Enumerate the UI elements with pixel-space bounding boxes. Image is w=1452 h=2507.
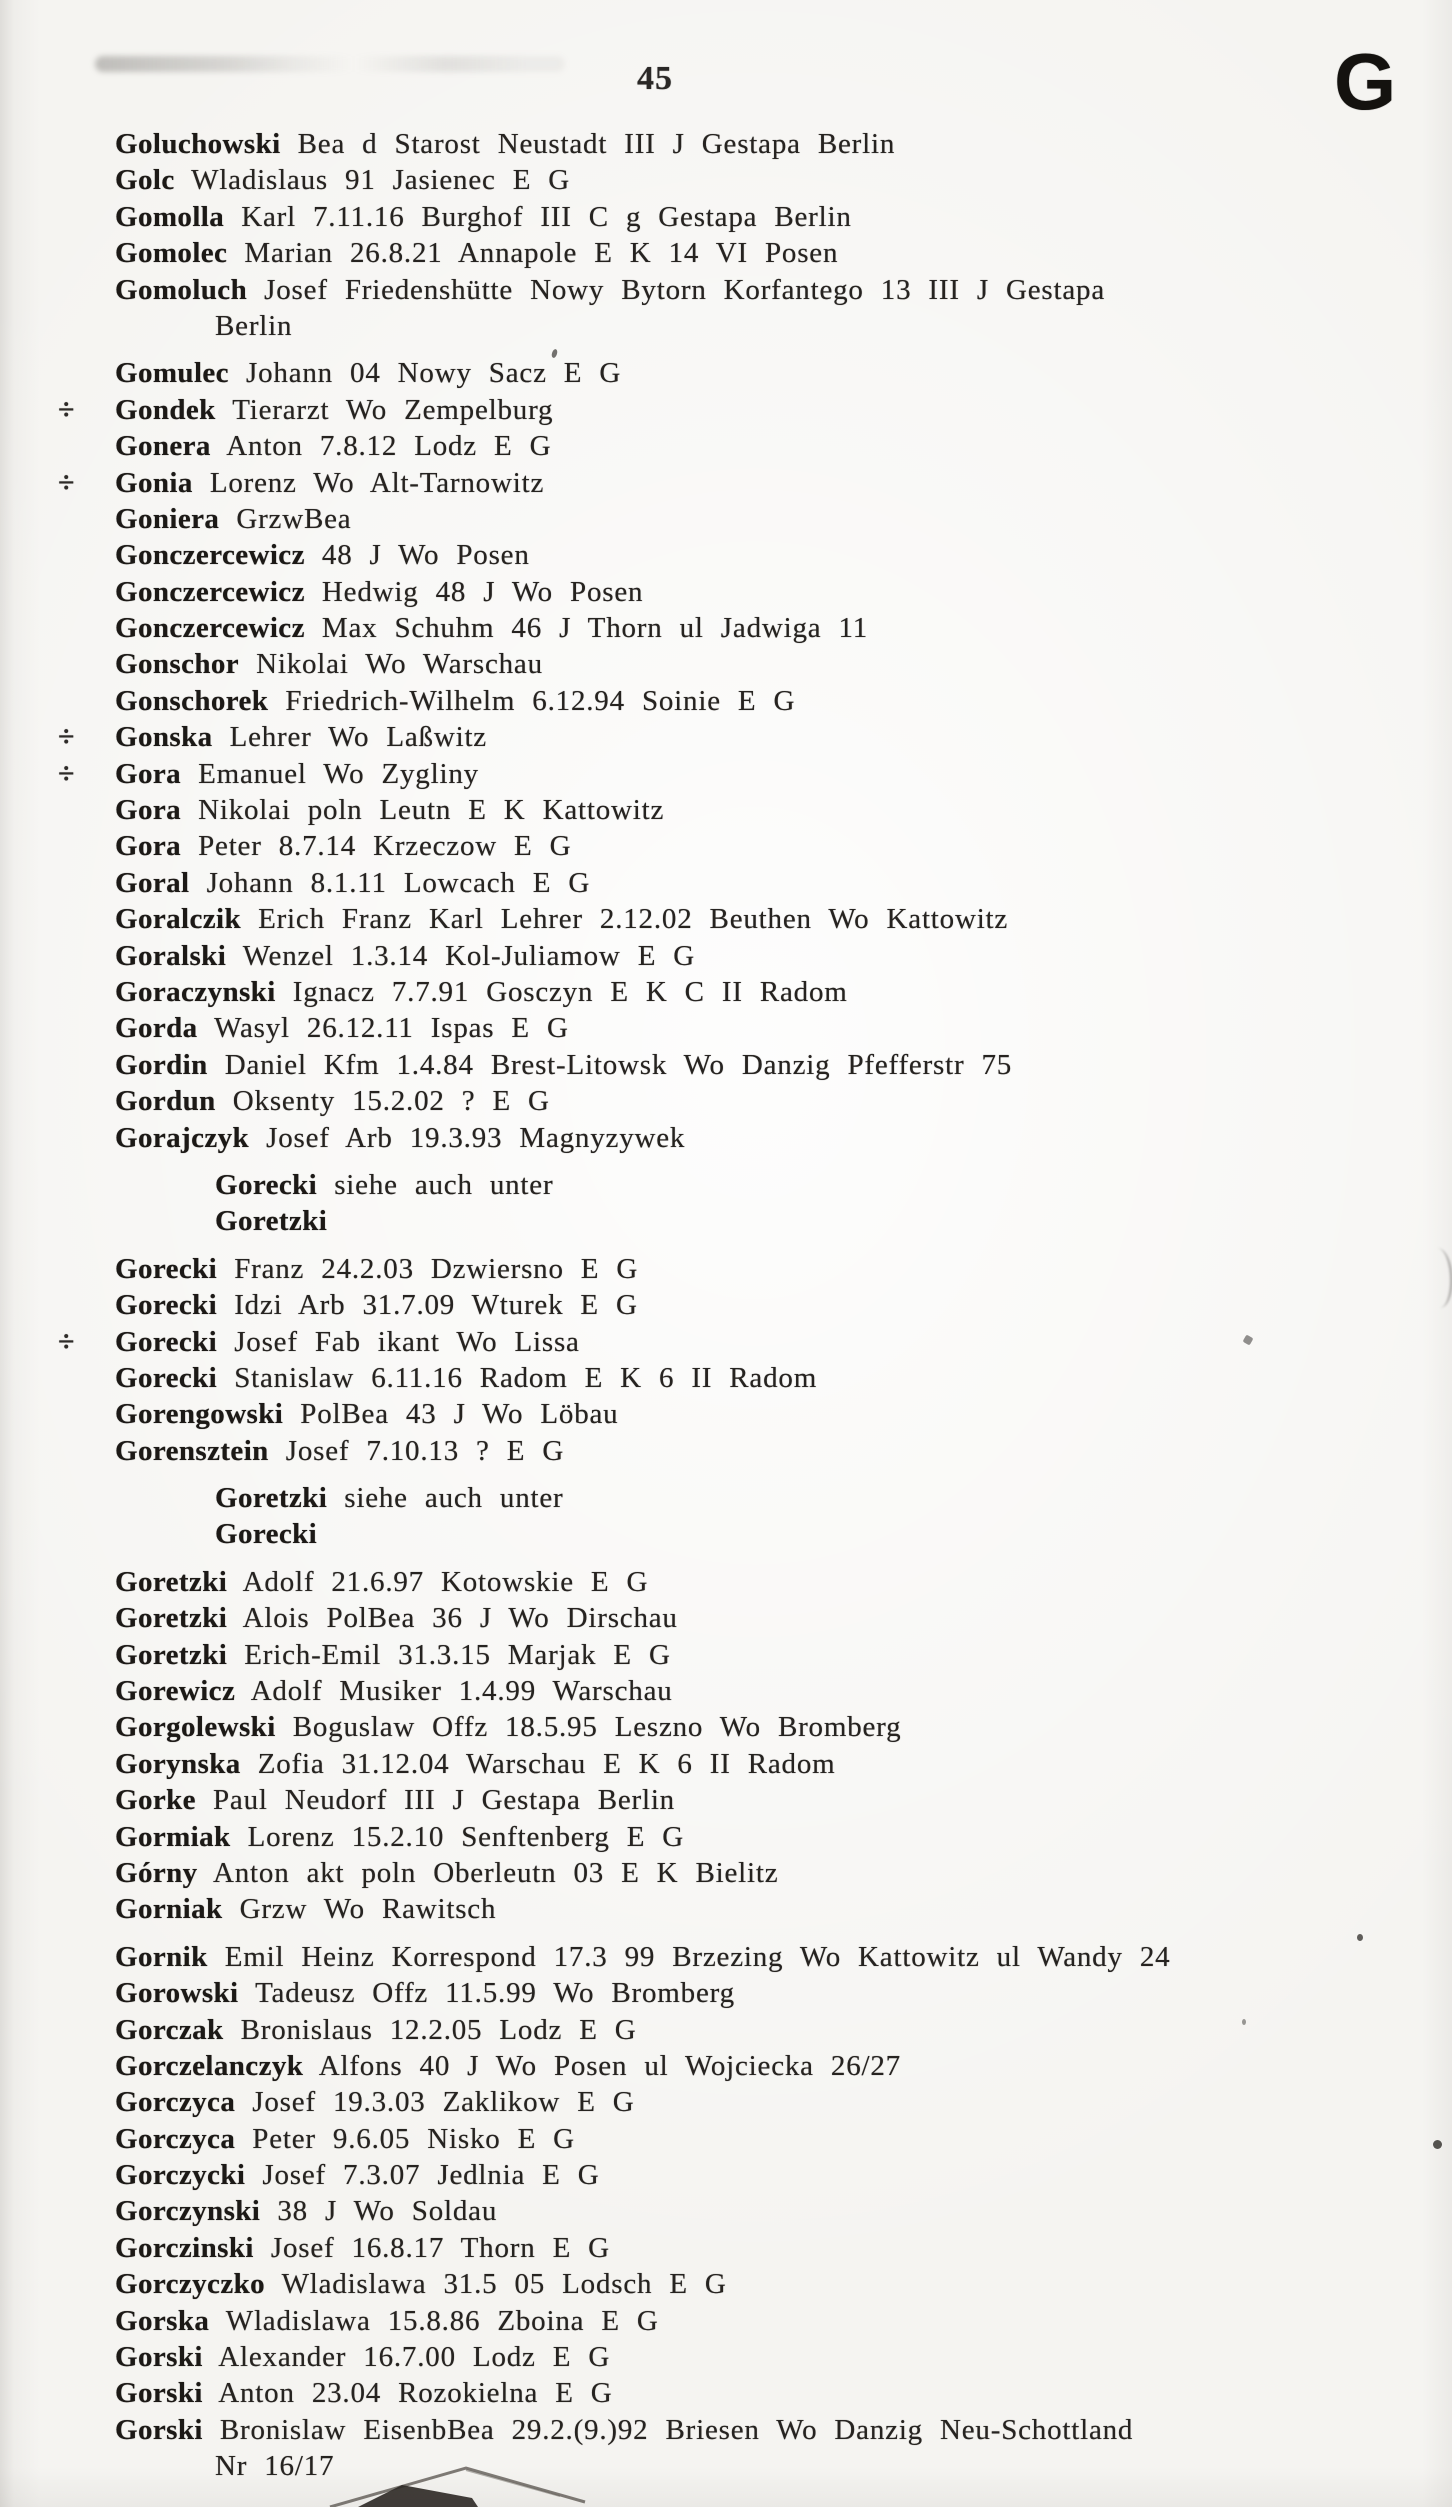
- entry-surname: Górny: [115, 1856, 198, 1889]
- entry-surname: Gorynska: [115, 1747, 241, 1780]
- entry-surname: Goretzki: [115, 1565, 228, 1598]
- entry-text: Emanuel Wo Zygliny: [198, 757, 479, 790]
- entry-surname: Gorczinski: [115, 2231, 254, 2264]
- entry-surname: Goniera: [115, 502, 220, 535]
- entry-surname: Gorda: [115, 1012, 198, 1045]
- entry-surname: Gomolla: [115, 200, 225, 233]
- entry-surname: Gorke: [115, 1784, 196, 1817]
- entry-text: Josef Fab ikant Wo Lissa: [234, 1325, 580, 1358]
- entry-text: Bronislaus 12.2.05 Lodz E G: [240, 2013, 637, 2046]
- entry-surname: Gorajczyk: [115, 1121, 250, 1154]
- page-number: 45: [637, 60, 673, 97]
- entry-surname: Gornik: [115, 1940, 208, 1973]
- entry-surname: Gonera: [115, 430, 211, 463]
- entry-text: Peter 8.7.14 Krzeczow E G: [198, 830, 572, 863]
- entry-text: Josef 19.3.03 Zaklikow E G: [252, 2086, 635, 2119]
- entry-text: Grzw Wo Rawitsch: [239, 1893, 497, 1926]
- entry-surname: Gorczyca: [115, 2086, 236, 2119]
- entry-surname: Gorczycki: [115, 2159, 246, 2192]
- entry-text: Ignacz 7.7.91 Gosczyn E K C II Radom: [292, 975, 848, 1008]
- entry-surname: Gorczak: [115, 2013, 224, 2046]
- margin-cross-mark-icon: ÷: [58, 756, 75, 790]
- entry-text: Alois PolBea 36 J Wo Dirschau: [242, 1602, 678, 1635]
- margin-cross-mark-icon: ÷: [58, 1324, 75, 1358]
- entry-text: GrzwBea: [236, 502, 352, 535]
- entry-text: Josef Friedenshütte Nowy Bytorn Korfantego 13 III J Gestapa: [264, 273, 1105, 306]
- entry-text: Boguslaw Offz 18.5.95 Leszno Wo Bromberg: [292, 1711, 902, 1744]
- entry-surname: Goretzki: [215, 1205, 328, 1238]
- entry-text: Zofia 31.12.04 Warschau E K 6 II Radom: [257, 1747, 836, 1780]
- entry-text: Johann 8.1.11 Lowcach E G: [206, 866, 591, 899]
- section-letter-tab: G: [1334, 37, 1397, 126]
- entry-surname: Gondek: [115, 393, 216, 426]
- entry-text: Josef Arb 19.3.93 Magnyzywek: [266, 1121, 686, 1154]
- entry-surname: Golc: [115, 164, 175, 197]
- entry-surname: Gora: [115, 794, 182, 827]
- entry-text: Anton 7.8.12 Lodz E G: [226, 430, 552, 463]
- entry-surname: Goral: [115, 866, 190, 899]
- entry-text: Anton 23.04 Rozokielna E G: [218, 2377, 613, 2410]
- entry-surname: Gonczercewicz: [115, 612, 305, 645]
- entry-surname: Gorczelanczyk: [115, 2049, 304, 2082]
- entry-text: Lehrer Wo Laßwitz: [229, 721, 487, 754]
- entry-surname: Gonczercewicz: [115, 539, 305, 572]
- entry-surname: Gorensztein: [115, 1434, 269, 1467]
- entry-text: Nikolai poln Leutn E K Kattowitz: [198, 794, 665, 827]
- entry-surname: Gorewicz: [115, 1675, 236, 1708]
- entry-text: siehe auch unter: [344, 1482, 564, 1515]
- entry-text: Wladislaus 91 Jasienec E G: [191, 164, 571, 197]
- entry-surname: Goralski: [115, 939, 227, 972]
- entry-surname: Gorecki: [215, 1168, 318, 1201]
- entry-text: 48 J Wo Posen: [321, 539, 530, 572]
- margin-cross-mark-icon: ÷: [58, 392, 75, 426]
- entry-text: Wasyl 26.12.11 Ispas E G: [214, 1012, 569, 1045]
- entry-text: Adolf Musiker 1.4.99 Warschau: [250, 1675, 673, 1708]
- entry-text: Lorenz 15.2.10 Senftenberg E G: [247, 1820, 685, 1853]
- entry-surname: Gomolec: [115, 237, 228, 270]
- entry-surname: Gora: [115, 830, 182, 863]
- entry-text: Alexander 16.7.00 Lodz E G: [218, 2341, 611, 2374]
- entry-surname: Goretzki: [115, 1638, 228, 1671]
- entry-text: Idzi Arb 31.7.09 Wturek E G: [234, 1289, 638, 1322]
- entry-surname: Gorecki: [115, 1289, 218, 1322]
- entry-surname: Gomoluch: [115, 273, 248, 306]
- entry-surname: Goretzki: [115, 1602, 228, 1635]
- entry-text: siehe auch unter: [334, 1168, 554, 1201]
- entry-text: Erich Franz Karl Lehrer 2.12.02 Beuthen Wo Kattowitz: [258, 903, 1009, 936]
- entry-text: Marian 26.8.21 Annapole E K 14 VI Posen: [244, 237, 839, 270]
- entry-text: Tierarzt Wo Zempelburg: [232, 393, 554, 426]
- entry-text: Franz 24.2.03 Dzwiersno E G: [234, 1252, 639, 1285]
- entry-surname: Gorczyczko: [115, 2268, 266, 2301]
- entry-surname: Gordun: [115, 1085, 216, 1118]
- entry-surname: Goraczynski: [115, 975, 276, 1008]
- entry-text: Nr 16/17: [215, 2450, 335, 2483]
- entry-surname: Gonska: [115, 721, 213, 754]
- entry-surname: Gorecki: [115, 1325, 218, 1358]
- entry-surname: Gonschor: [115, 648, 240, 681]
- entry-text: Wenzel 1.3.14 Kol-Juliamow E G: [242, 939, 696, 972]
- entry-surname: Gora: [115, 757, 182, 790]
- entry-text: Johann 04 Nowy Sacz E G: [246, 357, 622, 390]
- entry-text: Tadeusz Offz 11.5.99 Wo Bromberg: [255, 1977, 735, 2010]
- entry-text: Anton akt poln Oberleutn 03 E K Bielitz: [213, 1856, 779, 1889]
- entry-text: Friedrich-Wilhelm 6.12.94 Soinie E G: [285, 684, 796, 717]
- entry-surname: Gorniak: [115, 1893, 223, 1926]
- margin-cross-mark-icon: ÷: [58, 720, 75, 754]
- entry-text: Alfons 40 J Wo Posen ul Wojciecka 26/27: [318, 2049, 901, 2082]
- entry-text: Adolf 21.6.97 Kotowskie E G: [242, 1565, 649, 1598]
- entry-text: Lorenz Wo Alt-Tarnowitz: [209, 466, 545, 499]
- entry-text: Bea d Starost Neustadt III J Gestapa Berlin: [297, 128, 896, 160]
- entry-surname: Gorecki: [115, 1361, 218, 1394]
- entry-surname: Gormiak: [115, 1820, 231, 1853]
- entry-surname: Gorski: [115, 2413, 203, 2446]
- entry-surname: Gorecki: [215, 1518, 318, 1551]
- entry-text: PolBea 43 J Wo Löbau: [300, 1398, 619, 1431]
- entry-surname: Gorecki: [115, 1252, 218, 1285]
- entry-text: Wladislawa 15.8.86 Zboina E G: [225, 2304, 659, 2337]
- entry-text: Stanislaw 6.11.16 Radom E K 6 II Radom: [234, 1361, 818, 1394]
- entry-text: Josef 7.10.13 ? E G: [285, 1434, 565, 1467]
- entry-surname: Gorczyca: [115, 2122, 236, 2155]
- entry-surname: Gomulec: [115, 357, 229, 390]
- entry-text: Max Schuhm 46 J Thorn ul Jadwiga 11: [321, 612, 869, 645]
- entry-text: Daniel Kfm 1.4.84 Brest-Litowsk Wo Danzig Pfefferstr 75: [224, 1048, 1013, 1081]
- entry-text: Josef 16.8.17 Thorn E G: [270, 2231, 610, 2264]
- entry-text: Wladislawa 31.5 05 Lodsch E G: [281, 2268, 727, 2301]
- entry-text: 38 J Wo Soldau: [277, 2195, 498, 2228]
- entry-text: Paul Neudorf III J Gestapa Berlin: [213, 1784, 675, 1817]
- entry-surname: Gordin: [115, 1048, 208, 1081]
- margin-cross-mark-icon: ÷: [58, 465, 75, 499]
- entry-text: Erich-Emil 31.3.15 Marjak E G: [244, 1638, 671, 1671]
- entry-surname: Gorska: [115, 2304, 210, 2337]
- entry-surname: Goralczik: [115, 903, 242, 936]
- entry-surname: Gonschorek: [115, 684, 269, 717]
- entry-text: Nikolai Wo Warschau: [256, 648, 543, 681]
- entry-surname: Goretzki: [215, 1482, 328, 1515]
- entry-text: Karl 7.11.16 Burghof III C g Gestapa Berlin: [241, 200, 852, 233]
- entry-text: Bronislaw EisenbBea 29.2.(9.)92 Briesen Wo Danzig Neu-Schottland: [219, 2413, 1134, 2446]
- entry-surname: Gonia: [115, 466, 193, 499]
- entry-surname: Gonczercewicz: [115, 575, 305, 608]
- entry-text: Josef 7.3.07 Jedlnia E G: [262, 2159, 600, 2192]
- entry-surname: Gorski: [115, 2341, 203, 2374]
- entry-text: Oksenty 15.2.02 ? E G: [232, 1085, 550, 1118]
- entry-text: Berlin: [215, 309, 293, 342]
- entry-text: Emil Heinz Korrespond 17.3 99 Brzezing Wo Kattowitz ul Wandy 24: [224, 1940, 1171, 1973]
- entry-text: Hedwig 48 J Wo Posen: [321, 575, 644, 608]
- entry-surname: Gorgolewski: [115, 1711, 276, 1744]
- entry-surname: Goluchowski: [115, 128, 281, 160]
- entry-surname: Gorengowski: [115, 1398, 284, 1431]
- entry-surname: Gorczynski: [115, 2195, 261, 2228]
- entry-text: Peter 9.6.05 Nisko E G: [252, 2122, 575, 2155]
- entry-surname: Gorski: [115, 2377, 203, 2410]
- entry-surname: Gorowski: [115, 1977, 239, 2010]
